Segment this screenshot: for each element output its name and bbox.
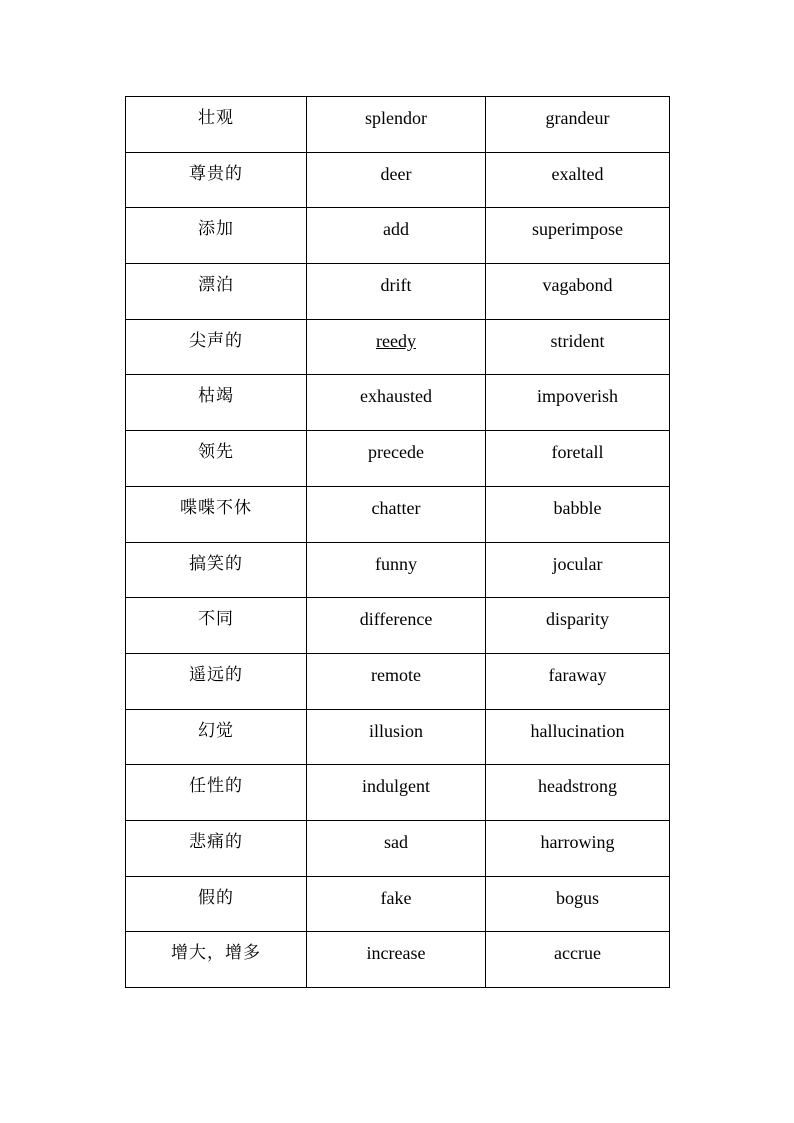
chinese-term: 幻觉 [198,720,234,741]
common-word-cell [307,319,486,375]
common-word: funny [375,553,417,574]
common-word: deer [380,163,412,184]
advanced-word-cell [486,486,670,542]
advanced-word-cell [486,765,670,821]
chinese-term: 尊贵的 [189,163,243,184]
chinese-term: 不同 [198,609,234,630]
advanced-word-cell [486,876,670,932]
advanced-word-cell [486,932,670,988]
chinese-term-cell [126,486,307,542]
advanced-word-cell [486,542,670,598]
table-row [126,653,670,709]
chinese-term-cell [126,208,307,264]
advanced-word-cell [486,152,670,208]
chinese-term: 添加 [198,219,234,240]
common-word-cell [307,97,486,153]
advanced-word: bogus [555,887,599,908]
table-row [126,319,670,375]
common-word-cell [307,152,486,208]
common-word-cell [307,653,486,709]
table-row [126,542,670,598]
common-word: exhausted [360,386,432,407]
chinese-term-cell [126,876,307,932]
advanced-word-cell [486,264,670,320]
advanced-word-cell [486,431,670,487]
table-row [126,486,670,542]
chinese-term-cell [126,97,307,153]
common-word: chatter [371,497,421,518]
chinese-term: 领先 [198,442,234,463]
chinese-term-cell [126,765,307,821]
chinese-term-cell [126,152,307,208]
advanced-word: accrue [554,943,601,964]
chinese-term: 假的 [198,887,234,908]
advanced-word-cell [486,375,670,431]
chinese-term: 悲痛的 [189,831,243,852]
table-row [126,876,670,932]
common-word: remote [371,664,421,685]
advanced-word: harrowing [540,831,615,852]
table-row [126,152,670,208]
advanced-word-cell [486,653,670,709]
chinese-term: 漂泊 [198,275,234,296]
chinese-term-cell [126,709,307,765]
advanced-word: exalted [551,163,604,184]
common-word-cell [307,486,486,542]
table-row [126,97,670,153]
advanced-word-cell [486,709,670,765]
chinese-term-cell [126,820,307,876]
common-word-cell [307,765,486,821]
common-word-cell [307,932,486,988]
common-word: drift [380,275,412,296]
vocabulary-table [125,96,670,988]
advanced-word: strident [550,330,605,351]
advanced-word: superimpose [532,219,623,240]
advanced-word-cell [486,598,670,654]
advanced-word: hallucination [530,720,625,741]
advanced-word: vagabond [542,275,613,296]
chinese-term: 遥远的 [189,664,243,685]
common-word-cell [307,431,486,487]
common-word: illusion [368,720,423,741]
chinese-term-cell [126,598,307,654]
common-word: sad [384,831,408,852]
common-word-cell [307,598,486,654]
chinese-term: 任性的 [189,776,243,797]
advanced-word-cell [486,820,670,876]
chinese-term-cell [126,932,307,988]
common-word-cell [307,820,486,876]
advanced-word-cell [486,208,670,264]
common-word-cell [307,375,486,431]
advanced-word: jocular [552,553,603,574]
common-word-cell [307,208,486,264]
advanced-word: faraway [548,664,607,685]
advanced-word: impoverish [537,386,618,407]
chinese-term-cell [126,431,307,487]
common-word-cell [307,264,486,320]
table-row [126,932,670,988]
chinese-term: 搞笑的 [189,553,243,574]
table-row [126,431,670,487]
chinese-term: 尖声的 [189,330,243,351]
common-word: reedy [376,330,416,351]
common-word: increase [366,943,426,964]
chinese-term-cell [126,542,307,598]
chinese-term-cell [126,319,307,375]
chinese-term-cell [126,653,307,709]
table-row [126,820,670,876]
chinese-term-cell [126,375,307,431]
chinese-term: 枯竭 [198,386,234,407]
table-row [126,264,670,320]
advanced-word: grandeur [545,108,610,128]
table-row [126,208,670,264]
table-row [126,598,670,654]
common-word: splendor [365,108,427,128]
common-word-cell [307,876,486,932]
table-row [126,765,670,821]
advanced-word: headstrong [538,776,617,797]
common-word: difference [359,609,433,630]
common-word: add [383,219,409,240]
advanced-word: foretall [551,442,604,463]
chinese-term-cell [126,264,307,320]
table-row [126,709,670,765]
advanced-word: disparity [546,609,609,630]
common-word-cell [307,709,486,765]
advanced-word: babble [553,497,602,518]
table-row [126,375,670,431]
chinese-term: 增大，增多 [171,943,261,964]
common-word-cell [307,542,486,598]
chinese-term: 壮观 [198,108,234,128]
common-word: fake [380,887,412,908]
common-word: indulgent [362,776,430,797]
chinese-term: 喋喋不休 [180,497,252,518]
advanced-word-cell [486,97,670,153]
common-word: precede [368,442,424,463]
advanced-word-cell [486,319,670,375]
